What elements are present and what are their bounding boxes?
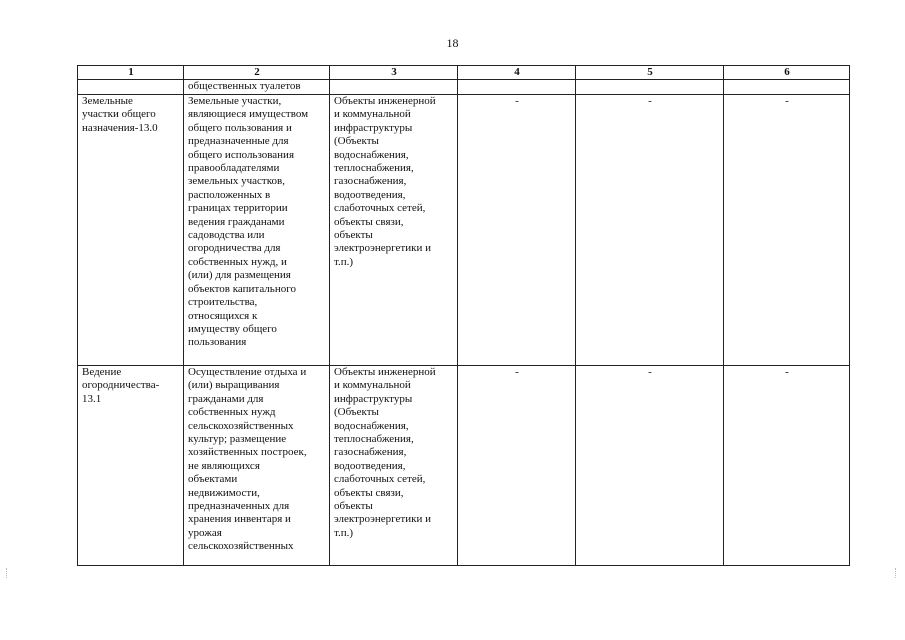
header-col-4: 4 xyxy=(458,66,576,80)
table-row xyxy=(78,366,850,566)
table-row-continuation xyxy=(78,80,850,95)
header-col-1: 1 xyxy=(78,66,184,80)
cell-permitted-objects: Объекты инженерной и коммунальной инфраструктуры (Объекты водоснабжения, теплоснабжения, газоснабжения, водоотведения, слаботочных сетей, объекты связи, объекты электроэнергетики и т.п.) xyxy=(330,95,458,366)
cell-col-4 xyxy=(458,366,576,566)
page-number: 18 xyxy=(446,36,459,50)
table-header-row xyxy=(78,66,850,80)
table-row xyxy=(78,95,850,366)
cell-col-6 xyxy=(724,80,850,95)
scan-margin-mark xyxy=(6,568,9,578)
cell-col-6 xyxy=(724,366,850,566)
cell-col-3 xyxy=(330,80,458,95)
zoning-table xyxy=(77,65,850,566)
dash-mark: - xyxy=(648,366,652,378)
cell-permitted-objects: Объекты инженерной и коммунальной инфраструктуры (Объекты водоснабжения, теплоснабжения, газоснабжения, водоотведения, слаботочных сетей, объекты связи, объекты электроэнергетики и т.п.) xyxy=(330,366,458,566)
scan-margin-mark xyxy=(895,568,898,578)
cell-col-4 xyxy=(458,80,576,95)
header-col-2: 2 xyxy=(184,66,330,80)
dash-mark: - xyxy=(648,95,652,107)
cell-col-5 xyxy=(576,80,724,95)
cell-col-5 xyxy=(576,95,724,366)
dash-mark: - xyxy=(515,366,519,378)
header-col-6: 6 xyxy=(724,66,850,80)
cell-land-use-description: Осуществление отдыха и (или) выращивания гражданами для собственных нужд сельскохозяйственных культур; размещение хозяйственных построек, не являющихся объектами недвижимости, предназначенных для хранения инвентаря и урожая сельскохозяйственных xyxy=(184,366,330,566)
header-col-5: 5 xyxy=(576,66,724,80)
cell-land-use-description: Земельные участки, являющиеся имуществом общего пользования и предназначенные для общего использования правообладателями земельных участков, расположенных в границах территории ведения гражданами садоводства или огородничества для собственных нужд, и (или) для размещения объектов капитального строительства, относящихся к имуществу общего пользования xyxy=(184,95,330,366)
cell-col-4 xyxy=(458,95,576,366)
cell-col-6 xyxy=(724,95,850,366)
cell-land-use-name: Земельные участки общего назначения-13.0 xyxy=(78,95,184,366)
cell-land-use-name: Ведение огородничества- 13.1 xyxy=(78,366,184,566)
dash-mark: - xyxy=(515,95,519,107)
dash-mark: - xyxy=(785,95,789,107)
dash-mark: - xyxy=(785,366,789,378)
header-col-3: 3 xyxy=(330,66,458,80)
cell-col-5 xyxy=(576,366,724,566)
cell-col-2: общественных туалетов xyxy=(184,80,330,95)
cell-col-1 xyxy=(78,80,184,95)
